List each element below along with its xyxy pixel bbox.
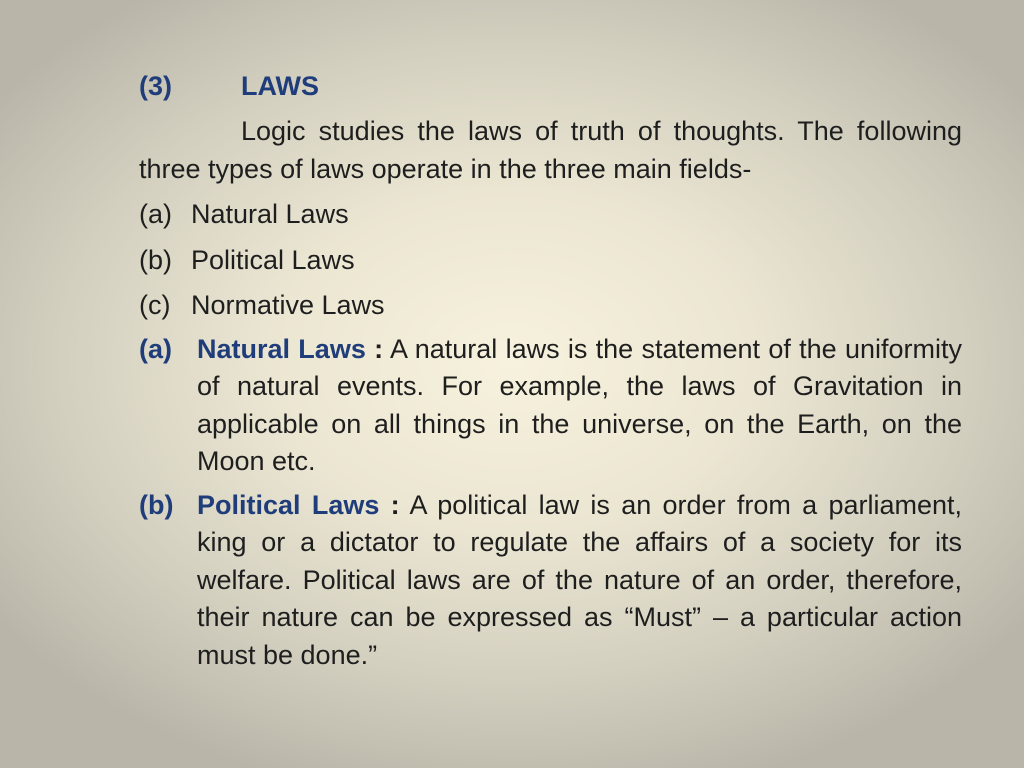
list-marker: (b) bbox=[139, 244, 172, 275]
list-item bbox=[139, 196, 962, 234]
definition-text: A political law is an order from a parliament, king or a dictator to regulate the affairs of a society for its welfare. Political laws are of the nature of an order, therefore, their nature can be expressed as “Must” – a particular action must be done.” bbox=[197, 489, 963, 670]
definition-body bbox=[197, 331, 962, 481]
definition-term: Political Laws bbox=[197, 489, 380, 520]
definition-body bbox=[197, 487, 962, 675]
section-number: (3) bbox=[139, 71, 172, 101]
list-item bbox=[139, 242, 962, 280]
slide-content bbox=[139, 68, 962, 674]
definition-political-laws bbox=[139, 487, 962, 675]
definition-separator: : bbox=[374, 333, 384, 364]
intro-paragraph: Logic studies the laws of truth of thoughts. The following three types of laws operate in the three main fields- bbox=[139, 116, 962, 184]
definition-natural-laws bbox=[139, 331, 962, 481]
list-marker: (a) bbox=[139, 199, 172, 229]
list-item bbox=[139, 287, 962, 325]
section-heading bbox=[139, 68, 962, 105]
definition-text: A natural laws is the statement of the uniformity of natural events. For example, the laws of Gravitation in applicable on all things in the universe, on the Earth, on the Moon etc. bbox=[197, 333, 962, 476]
definition-separator: : bbox=[390, 489, 400, 520]
definition-marker: (b) bbox=[139, 489, 174, 520]
list-label: Normative Laws bbox=[191, 290, 385, 320]
list-marker: (c) bbox=[139, 290, 171, 320]
list-label: Natural Laws bbox=[191, 199, 349, 229]
section-title: LAWS bbox=[241, 71, 319, 101]
list-label: Political Laws bbox=[191, 244, 355, 275]
definition-term: Natural Laws bbox=[197, 333, 366, 364]
definition-marker: (a) bbox=[139, 333, 172, 364]
